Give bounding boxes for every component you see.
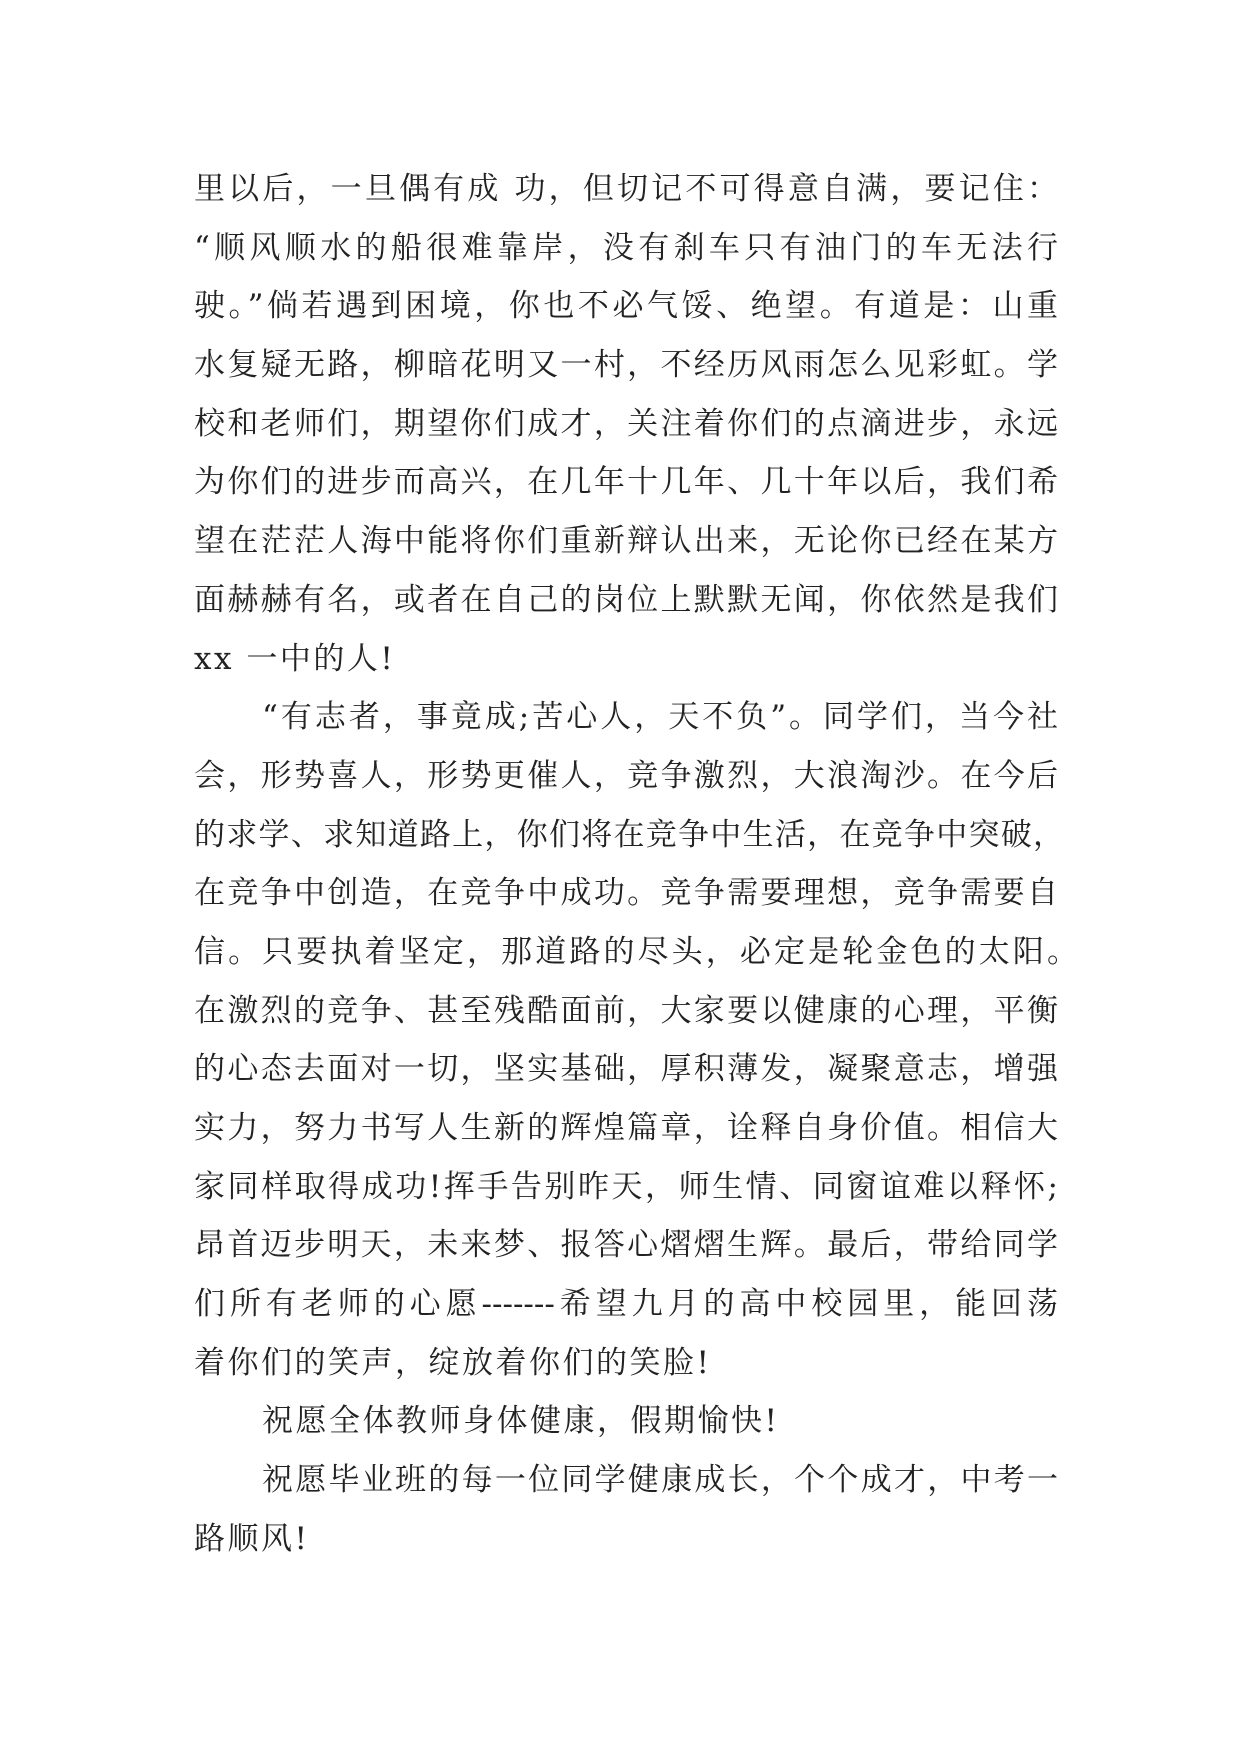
text-line: 们所有老师的心愿-------希望九月的高中校园里，能回荡 (194, 1286, 1058, 1323)
text-line: 实力，努力书写人生新的辉煌篇章，诠释自身价值。相信大 (194, 1110, 1058, 1146)
text-line: 驶。”倘若遇到困境，你也不必气馁、绝望。有道是：山重 (194, 288, 1058, 325)
text-line: 望在茫茫人海中能将你们重新辩认出来，无论你已经在某方 (194, 523, 1058, 560)
text-line: 祝愿全体教师身体健康，假期愉快! (262, 1403, 780, 1440)
text-line: 的求学、求知道路上，你们将在竞争中生活，在竞争中突破， (194, 816, 1064, 853)
text-line: 会，形势喜人，形势更催人，竞争激烈，大浪淘沙。在今后 (194, 757, 1058, 794)
text-line: “有志者，事竟成;苦心人，天不负”。同学们，当今社 (262, 699, 1058, 736)
paragraph-2 (194, 688, 1078, 1392)
text-line: 里以后，一旦偶有成 功，但切记不可得意自满，要记住： (194, 171, 1058, 207)
text-line: “顺风顺水的船很难靠岸，没有刹车只有油门的车无法行 (194, 229, 1058, 266)
text-line: 路顺风! (194, 1520, 310, 1557)
text-line: 水复疑无路，柳暗花明又一村，不经历风雨怎么见彩虹。学 (194, 347, 1058, 384)
text-line: 面赫赫有名，或者在自己的岗位上默默无闻，你依然是我们 (194, 581, 1058, 618)
text-line: 为你们的进步而高兴，在几年十几年、几十年以后，我们希 (194, 464, 1058, 501)
text-line: 校和老师们，期望你们成才，关注着你们的点滴进步，永远 (194, 405, 1058, 442)
text-line: 家同样取得成功!挥手告别昨天，师生情、同窗谊难以释怀; (194, 1168, 1058, 1205)
paragraph-1 (194, 160, 1058, 688)
text-line: 的心态去面对一切，坚实基础，厚积薄发，凝聚意志，增强 (194, 1051, 1058, 1088)
text-line: 祝愿毕业班的每一位同学健康成长，个个成才，中考一 (262, 1462, 1058, 1499)
text-line: 在激烈的竞争、甚至残酷面前，大家要以健康的心理，平衡 (194, 992, 1058, 1029)
document-body (194, 160, 1078, 1569)
paragraph-4 (194, 1451, 1058, 1568)
text-line: xx 一中的人! (194, 640, 396, 677)
text-line: 信。只要执着坚定，那道路的尽头，必定是轮金色的太阳。 (194, 933, 1078, 970)
text-line: 在竞争中创造，在竞争中成功。竞争需要理想，竞争需要自 (194, 875, 1058, 912)
paragraph-3 (194, 1392, 1058, 1451)
text-line: 昂首迈步明天，未来梦、报答心熠熠生辉。最后，带给同学 (194, 1227, 1058, 1264)
text-line: 着你们的笑声，绽放着你们的笑脸! (194, 1344, 712, 1381)
